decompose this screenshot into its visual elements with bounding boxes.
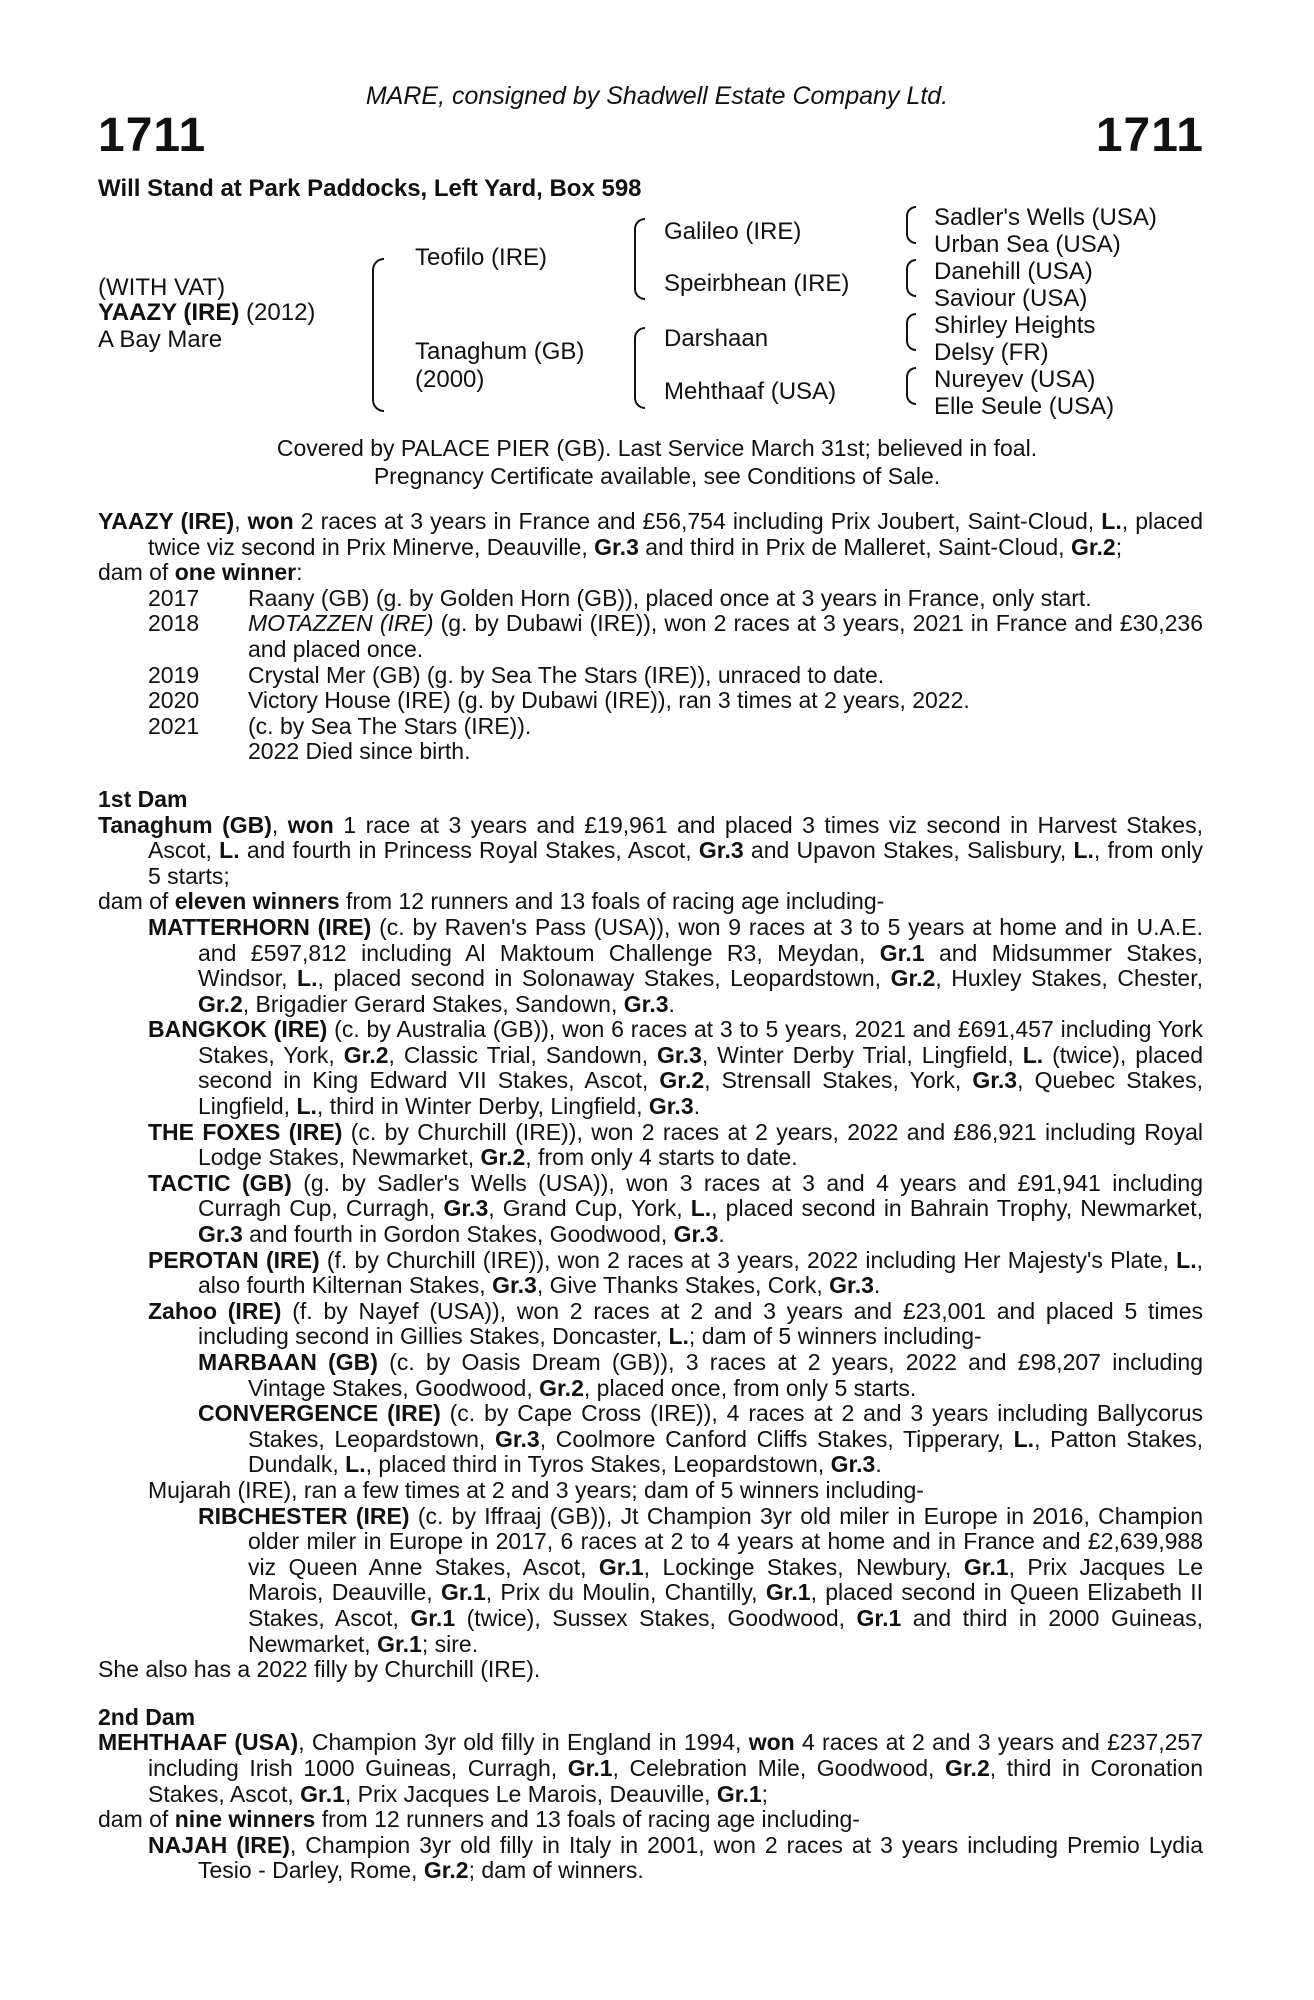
text: , placed twice viz second in Prix Minerve, Deauville, — [148, 508, 1204, 560]
progeny-row — [98, 688, 1203, 714]
winners-count: one winner — [174, 559, 297, 586]
vat-label: (WITH VAT) — [98, 274, 226, 301]
second-dam-record — [98, 1730, 1203, 1807]
text: , Patton Stakes, Dundalk, — [248, 1425, 1203, 1478]
text: (g. by Sadler's Wells (USA)), won 3 races at 3 and 4 years and £91,941 including Curragh Cup, Curragh, — [198, 1169, 1203, 1222]
horse-name-line — [98, 299, 315, 327]
yaazy-record: YAAZY (IRE), won 2 races at 3 years in France and £56,754 including Prix Joubert, Saint-Cloud, L., placed twice viz second in Prix Minerve, Deauville, Gr.3 and third in Prix de Malleret, Saint-Cloud, Gr.2; — [98, 508, 1204, 560]
text: , Winter Derby Trial, Lingfield, — [701, 1041, 1023, 1068]
text: and third in Prix de Malleret, Saint-Cloud, — [638, 533, 1071, 560]
text: from 12 runners and 13 foals of racing age including- — [315, 1806, 860, 1833]
progeny-text: Crystal Mer (GB) (g. by Sea The Stars (IRE)), unraced to date. — [248, 661, 885, 688]
progeny-entry-tactic — [98, 1171, 1203, 1248]
text: (c. by Iffraaj (GB)), Jt Champion 3yr old miler in Europe in 2016, Champion older miler in Europe in 2017, 6 races at 2 to 4 years at home and in France and £2,639,988 viz Queen Anne Stakes, Ascot, — [248, 1502, 1204, 1580]
text: ; — [1115, 533, 1123, 560]
text: , Champion 3yr old filly in England in 1994, — [298, 1729, 749, 1756]
group-mark: Gr.3 — [623, 990, 669, 1017]
dam-of-line — [98, 560, 1203, 586]
granddam-2: Mehthaaf (USA) — [664, 378, 837, 405]
progeny-entry-ribchester — [98, 1504, 1203, 1658]
listed-mark: L. — [1022, 1041, 1044, 1068]
text: , Give Thanks Stakes, Cork, — [536, 1272, 830, 1299]
pedigree-bracket — [906, 259, 916, 297]
text: , Grand Cup, York, — [488, 1195, 691, 1222]
first-dam-heading: 1st Dam — [98, 785, 188, 812]
horse-name: YAAZY (IRE) — [98, 508, 235, 534]
pedigree-bracket — [634, 218, 645, 300]
progeny-year: 2021 — [148, 712, 200, 739]
text: and third in 2000 Guineas, Newmarket, — [248, 1604, 1203, 1657]
group-mark: Gr.2 — [944, 1754, 990, 1781]
progeny-row — [98, 586, 1203, 612]
won-label: won — [247, 508, 294, 534]
text: , Coolmore Canford Cliffs Stakes, Tipperary, — [539, 1425, 1014, 1452]
progeny-text: Victory House (IRE) (g. by Dubawi (IRE)), ran 3 times at 2 years, 2022. — [248, 687, 970, 714]
pedigree-bracket — [372, 258, 384, 412]
pedigree-bracket — [906, 367, 916, 405]
group-mark: Gr.2 — [1070, 533, 1116, 560]
covered-line-1: Covered by PALACE PIER (GB). Last Service March 31st; believed in foal. — [276, 435, 1038, 461]
horse-description: A Bay Mare — [98, 326, 223, 353]
text: (twice), Sussex Stakes, Goodwood, — [455, 1604, 857, 1631]
group-mark: Gr.1 — [440, 1579, 486, 1606]
group-mark: Gr.3 — [972, 1067, 1018, 1094]
text: dam of — [98, 1806, 175, 1833]
ggs-2: Danehill (USA) — [934, 258, 1093, 285]
text: , Quebec Stakes, Lingfield, — [198, 1067, 1203, 1120]
grandsire-2: Darshaan — [664, 325, 769, 352]
text: , placed third in Tyros Stakes, Leopardstown, — [365, 1451, 831, 1478]
text: from 12 runners and 13 foals of racing age including- — [339, 888, 885, 915]
pedigree-bracket — [634, 327, 645, 409]
text: , placed once, from only 5 starts. — [583, 1374, 917, 1401]
progeny-entry-matterhorn — [98, 915, 1203, 1017]
listed-mark: L. — [1176, 1246, 1197, 1273]
text: and Upavon Stakes, Salisbury, — [743, 837, 1074, 864]
group-mark: Gr.2 — [343, 1041, 389, 1068]
winners-count: nine winners — [174, 1806, 316, 1833]
group-mark: Gr.2 — [480, 1144, 526, 1171]
group-mark: Gr.1 — [716, 1780, 762, 1807]
ggd-2: Saviour (USA) — [934, 285, 1088, 312]
text: , placed second in Bahrain Trophy, Newmarket, — [711, 1195, 1203, 1222]
pregnancy-line: Pregnancy Certificate available, see Conditions of Sale. — [373, 463, 941, 489]
text: dam of — [98, 888, 175, 915]
group-mark: Gr.1 — [856, 1604, 902, 1631]
text: , Celebration Mile, Goodwood, — [612, 1754, 945, 1781]
won-label: won — [748, 1729, 795, 1756]
won-label: won — [287, 811, 334, 838]
horse-name: YAAZY (IRE) — [98, 299, 240, 326]
dam-of-line — [98, 1807, 1203, 1833]
text: , Prix du Moulin, Chantilly, — [485, 1579, 766, 1606]
horse-name: CONVERGENCE (IRE) — [198, 1400, 441, 1427]
progeny-entry-perotan — [98, 1248, 1203, 1299]
group-mark: Gr.2 — [539, 1374, 584, 1401]
pedigree-bracket — [906, 206, 916, 244]
lot-number-left: 1711 — [98, 109, 207, 162]
group-mark: Gr.1 — [598, 1553, 644, 1580]
text: : — [296, 559, 303, 586]
text: , also fourth Kilternan Stakes, — [198, 1246, 1203, 1299]
text: (c. by Oasis Dream (GB)), 3 races at 2 years, 2022 and £98,207 including Vintage Stakes, Goodwood, — [248, 1349, 1203, 1401]
text: dam of — [98, 559, 175, 586]
listed-mark: L. — [1101, 508, 1122, 534]
granddam-1: Speirbhean (IRE) — [664, 270, 850, 297]
progeny-text: Raany (GB) (g. by Golden Horn (GB)), placed once at 3 years in France, only start. — [248, 584, 1092, 611]
progeny-text: (g. by Dubawi (IRE)), won 2 races at 3 years, 2021 in France and £30,236 and placed once. — [248, 610, 1203, 662]
progeny-year: 2018 — [148, 610, 200, 637]
group-mark: Gr.1 — [567, 1754, 613, 1781]
group-mark: Gr.3 — [494, 1425, 540, 1452]
group-mark: Gr.1 — [963, 1553, 1009, 1580]
listed-mark: L. — [690, 1195, 712, 1222]
text: (c. by Raven's Pass (USA)), won 9 races at 3 to 5 years at home and in U.A.E. and £597,812 including Al Maktoum Challenge R3, Meydan, — [198, 913, 1203, 966]
progeny-row — [98, 714, 1203, 740]
group-mark: Gr.1 — [377, 1630, 422, 1657]
horse-name: PEROTAN (IRE) — [148, 1246, 320, 1273]
group-mark: Gr.3 — [829, 1272, 874, 1299]
progeny-note: 2022 Died since birth. — [248, 738, 471, 765]
listed-mark: L. — [296, 1093, 317, 1120]
second-dam-heading: 2nd Dam — [98, 1703, 196, 1730]
also-has-note: She also has a 2022 filly by Churchill (IRE). — [98, 1656, 541, 1683]
group-mark: Gr.3 — [594, 533, 639, 560]
group-mark: Gr.2 — [890, 965, 936, 992]
text: 1 race at 3 years and £19,961 and placed 3 times viz second in Harvest Stakes, Ascot, — [148, 811, 1203, 864]
listed-mark: L. — [668, 1323, 689, 1350]
horse-year: (2012) — [239, 299, 316, 326]
progeny-text: (c. by Sea The Stars (IRE)). — [248, 712, 532, 739]
horse-name: MATTERHORN (IRE) — [148, 913, 372, 940]
first-dam-record: Tanaghum (GB), won 1 race at 3 years and £19,961 and placed 3 times viz second in Harvest Stakes, Ascot, L. and fourth in Princess Royal Stakes, Ascot, Gr.3 and Upavon Stakes, Salisbury, L., from only 5 starts; — [98, 811, 1203, 889]
group-mark: Gr.3 — [698, 837, 744, 864]
horse-name: MARBAAN (GB) — [198, 1349, 378, 1375]
progeny-year: 2019 — [148, 661, 200, 688]
text: 4 races at 2 and 3 years and £237,257 including Irish 1000 Guineas, Curragh, — [148, 1729, 1204, 1781]
horse-name: THE FOXES (IRE) — [148, 1118, 343, 1145]
sire-name: Teofilo (IRE) — [415, 244, 548, 271]
group-mark: Gr.2 — [423, 1857, 469, 1884]
text: and fourth in Gordon Stakes, Goodwood, — [242, 1221, 674, 1248]
stand-location: Will Stand at Park Paddocks, Left Yard, Box 598 — [98, 175, 642, 202]
text: ; dam of winners. — [468, 1857, 644, 1884]
ggd-3: Delsy (FR) — [934, 339, 1049, 366]
text: ; — [761, 1780, 769, 1807]
group-mark: Gr.3 — [198, 1221, 243, 1248]
text: , Prix Jacques Le Marois, Deauville, — [248, 1553, 1204, 1606]
group-mark: Gr.3 — [830, 1451, 876, 1478]
horse-name: BANGKOK (IRE) — [148, 1016, 328, 1043]
text: , placed second in Solonaway Stakes, Leopardstown, — [317, 965, 891, 992]
progeny-entry-mujarah: Mujarah (IRE), ran a few times at 2 and 3 years; dam of 5 winners including- — [148, 1476, 924, 1503]
text: 2 races at 3 years in France and £56,754 including Prix Joubert, Saint-Cloud, — [293, 508, 1102, 534]
group-mark: Gr.3 — [648, 1093, 694, 1120]
ggs-3: Shirley Heights — [934, 312, 1096, 339]
text: . — [873, 1272, 881, 1299]
listed-mark: L. — [219, 837, 240, 864]
progeny-entry-zahoo — [98, 1299, 1203, 1350]
text: , placed second in Queen Elizabeth II Stakes, Ascot, — [248, 1579, 1203, 1631]
horse-name: TACTIC (GB) — [148, 1169, 292, 1196]
text: , Lockinge Stakes, Newbury, — [643, 1553, 964, 1580]
progeny-year: 2017 — [148, 584, 200, 611]
text: , Huxley Stakes, Chester, — [935, 965, 1203, 992]
lot-number-right: 1711 — [1095, 109, 1204, 162]
winners-count: eleven winners — [174, 888, 340, 915]
progeny-entry-najah — [98, 1833, 1203, 1884]
horse-name: Tanaghum (GB) — [98, 811, 272, 838]
listed-mark: L. — [1073, 837, 1094, 864]
progeny-name: MOTAZZEN (IRE) — [248, 610, 434, 637]
text: , third in Coronation Stakes, Ascot, — [148, 1754, 1203, 1807]
text: (twice), placed second in King Edward VII Stakes, Ascot, — [198, 1041, 1203, 1094]
text: , Champion 3yr old filly in Italy in 2001, won 2 races at 3 years including Premio Lydia Tesio - Darley, Rome, — [198, 1831, 1203, 1884]
progeny-year: 2020 — [148, 687, 200, 714]
pedigree-bracket — [906, 313, 916, 351]
text: (c. by Cape Cross (IRE)), 4 races at 2 and 3 years including Ballycorus Stakes, Leopardstown, — [248, 1400, 1204, 1452]
text: . — [693, 1093, 701, 1120]
text: , Prix Jacques Le Marois, Deauville, — [344, 1780, 717, 1807]
horse-name: MEHTHAAF (USA) — [98, 1729, 299, 1756]
text: , Brigadier Gerard Stakes, Sandown, — [242, 990, 624, 1017]
catalogue-body — [98, 509, 1203, 1884]
text: , Classic Trial, Sandown, — [388, 1041, 658, 1068]
text: (f. by Nayef (USA)), won 2 races at 2 and 3 years and £23,001 and placed 5 times including second in Gillies Stakes, Doncaster, — [198, 1297, 1203, 1350]
group-mark: Gr.1 — [300, 1780, 345, 1807]
covered-notice — [0, 434, 1314, 490]
ggs-4: Nureyev (USA) — [934, 366, 1096, 393]
progeny-row — [98, 611, 1203, 662]
progeny-entry-bangkok — [98, 1017, 1203, 1119]
text: (c. by Churchill (IRE)), won 2 races at 2 years, 2022 and £86,921 including Royal Lodge Stakes, Newmarket, — [198, 1118, 1203, 1171]
progeny-row — [98, 663, 1203, 689]
progeny-entry-convergence — [98, 1401, 1203, 1478]
text: ; dam of 5 winners including- — [688, 1323, 982, 1350]
text: . — [668, 990, 675, 1017]
text: , from only 4 starts to date. — [525, 1144, 798, 1171]
group-mark: Gr.1 — [879, 939, 925, 966]
group-mark: Gr.3 — [657, 1041, 702, 1068]
horse-name: RIBCHESTER (IRE) — [198, 1502, 410, 1529]
listed-mark: L. — [345, 1451, 366, 1478]
group-mark: Gr.1 — [765, 1579, 811, 1606]
text: , from only 5 starts; — [148, 837, 1203, 889]
text: (c. by Australia (GB)), won 6 races at 3 to 5 years, 2021 and £691,457 including York Stakes, York, — [198, 1016, 1203, 1068]
listed-mark: L. — [1013, 1425, 1035, 1452]
ggd-4: Elle Seule (USA) — [934, 393, 1115, 420]
group-mark: Gr.3 — [443, 1195, 489, 1222]
horse-name: Zahoo (IRE) — [148, 1297, 282, 1324]
group-mark: Gr.2 — [198, 990, 243, 1017]
group-mark: Gr.2 — [659, 1067, 705, 1094]
ggd-1: Urban Sea (USA) — [934, 231, 1121, 258]
grandsire-1: Galileo (IRE) — [664, 218, 802, 245]
text: (f. by Churchill (IRE)), won 2 races at 3 years, 2022 including Her Majesty's Plate, — [319, 1246, 1177, 1273]
group-mark: Gr.1 — [410, 1604, 456, 1631]
progeny-entry-the-foxes — [98, 1120, 1203, 1171]
text: , Strensall Stakes, York, — [704, 1067, 973, 1094]
dam-name: Tanaghum (GB) — [415, 338, 585, 365]
horse-name: NAJAH (IRE) — [148, 1831, 290, 1858]
dam-of-line — [98, 889, 1203, 915]
text: and Midsummer Stakes, Windsor, — [198, 939, 1203, 992]
text: , third in Winter Derby, Lingfield, — [316, 1093, 649, 1120]
ggs-1: Sadler's Wells (USA) — [934, 204, 1157, 231]
progeny-entry-marbaan — [98, 1350, 1203, 1401]
group-mark: Gr.3 — [492, 1272, 537, 1299]
text: . — [718, 1221, 725, 1248]
listed-mark: L. — [297, 965, 318, 992]
text: ; sire. — [421, 1630, 479, 1657]
text: and fourth in Princess Royal Stakes, Ascot, — [239, 837, 699, 864]
text: . — [875, 1451, 882, 1478]
group-mark: Gr.3 — [673, 1221, 719, 1248]
consignor-line: MARE, consigned by Shadwell Estate Company Ltd. — [365, 82, 949, 110]
dam-year: (2000) — [415, 366, 485, 393]
